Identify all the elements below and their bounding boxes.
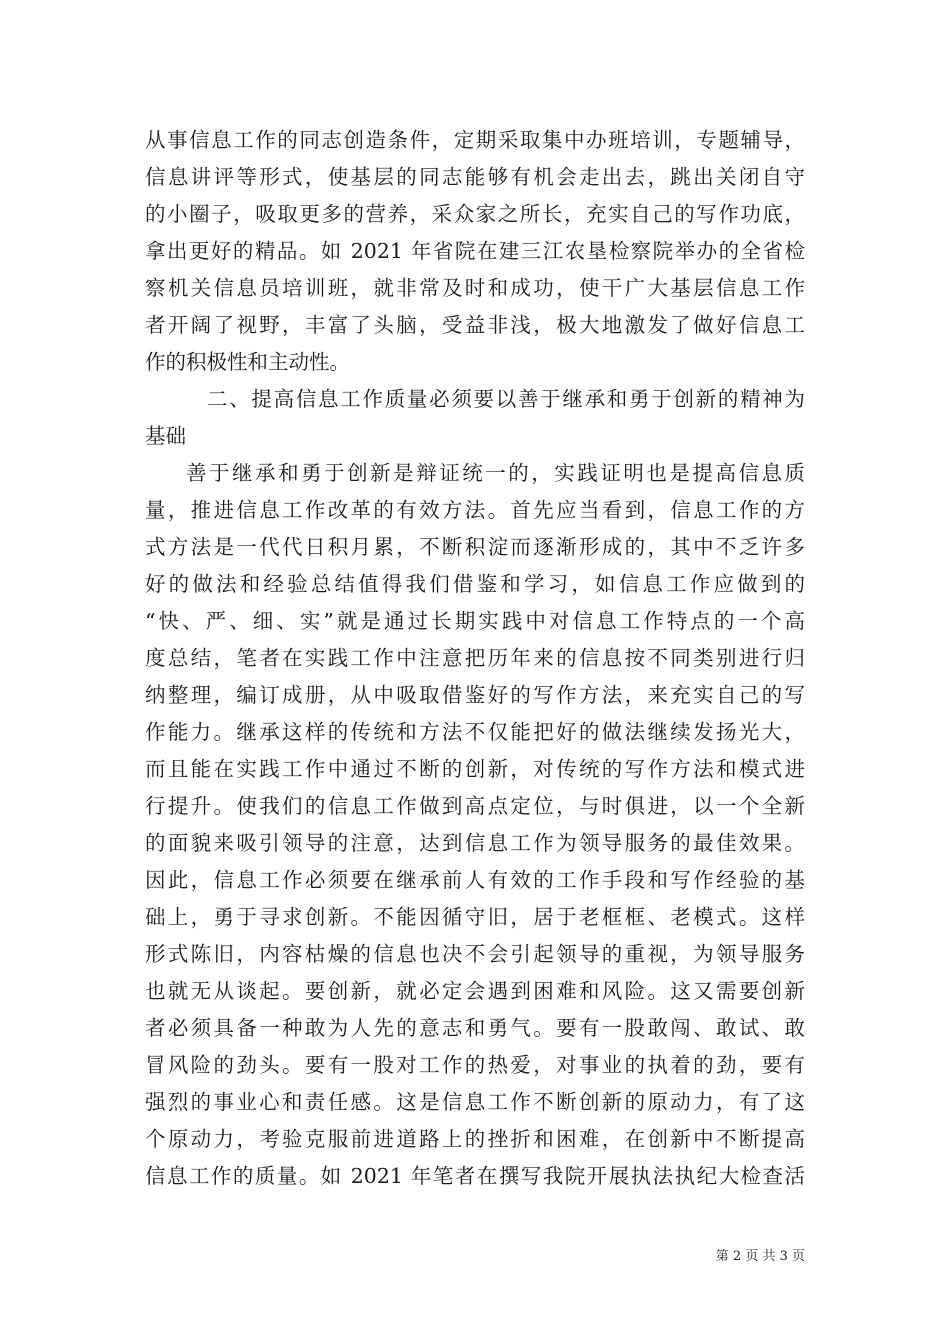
text-line: 形式陈旧，内容枯燥的信息也决不会引起领导的重视，为领导服务 <box>145 942 805 966</box>
text-line: 式方法是一代代日积月累，不断积淀而逐渐形成的，其中不乏许多 <box>145 535 805 559</box>
text-line: 行提升。使我们的信息工作做到高点定位，与时俱进，以一个全新 <box>145 794 805 818</box>
text-line: 者开阔了视野，丰富了头脑，受益非浅，极大地激发了做好信息工 <box>145 313 805 337</box>
text-line: 从事信息工作的同志创造条件，定期采取集中办班培训，专题辅导， <box>145 128 805 152</box>
text-line: 好的做法和经验总结值得我们借鉴和学习，如信息工作应做到的 <box>145 572 805 596</box>
page-number: 第 2 页 共 3 页 <box>715 1249 805 1264</box>
text-line: “快、严、细、实”就是通过长期实践中对信息工作特点的一个高 <box>145 609 805 633</box>
text-line: 察机关信息员培训班，就非常及时和成功，使干广大基层信息工作 <box>145 276 805 300</box>
text-line: 纳整理，编订成册，从中吸取借鉴好的写作方法，来充实自己的写 <box>145 683 805 707</box>
text-line: 拿出更好的精品。如 2021 年省院在建三江农垦检察院举办的全省检 <box>145 239 805 263</box>
paragraph-start: 善于继承和勇于创新是辩证统一的，实践证明也是提高信息质 <box>186 461 805 485</box>
section-heading: 二、提高信息工作质量必须要以善于继承和勇于创新的精神为 <box>207 387 805 411</box>
document-body <box>145 122 805 1195</box>
text-line: 的面貌来吸引领导的注意，达到信息工作为领导服务的最佳效果。 <box>145 831 805 855</box>
text-line: 强烈的事业心和责任感。这是信息工作不断创新的原动力，有了这 <box>145 1090 805 1114</box>
text-line: 也就无从谈起。要创新，就必定会遇到困难和风险。这又需要创新 <box>145 979 805 1003</box>
text-line: 信息工作的质量。如 2021 年笔者在撰写我院开展执法执纪大检查活 <box>145 1164 805 1188</box>
text-line: 个原动力，考验克服前进道路上的挫折和困难，在创新中不断提高 <box>145 1127 805 1151</box>
text-line: 而且能在实践工作中通过不断的创新，对传统的写作方法和模式进 <box>145 757 805 781</box>
text-line: 度总结，笔者在实践工作中注意把历年来的信息按不同类别进行归 <box>145 646 805 670</box>
text-line: 者必须具备一种敢为人先的意志和勇气。要有一股敢闯、敢试、敢 <box>145 1016 805 1040</box>
text-line: 量，推进信息工作改革的有效方法。首先应当看到，信息工作的方 <box>145 498 805 522</box>
text-line: 因此，信息工作必须要在继承前人有效的工作手段和写作经验的基 <box>145 868 805 892</box>
text-line: 作能力。继承这样的传统和方法不仅能把好的做法继续发扬光大， <box>145 720 805 744</box>
text-line: 作的积极性和主动性。 <box>145 350 350 374</box>
text-line: 的小圈子，吸取更多的营养，采众家之所长，充实自己的写作功底， <box>145 202 805 226</box>
section-heading-continuation: 基础 <box>145 424 186 448</box>
text-line: 信息讲评等形式，使基层的同志能够有机会走出去，跳出关闭自守 <box>145 165 805 189</box>
text-line: 冒风险的劲头。要有一股对工作的热爱，对事业的执着的劲，要有 <box>145 1053 805 1077</box>
text-line: 础上，勇于寻求创新。不能因循守旧，居于老框框、老模式。这样 <box>145 905 805 929</box>
